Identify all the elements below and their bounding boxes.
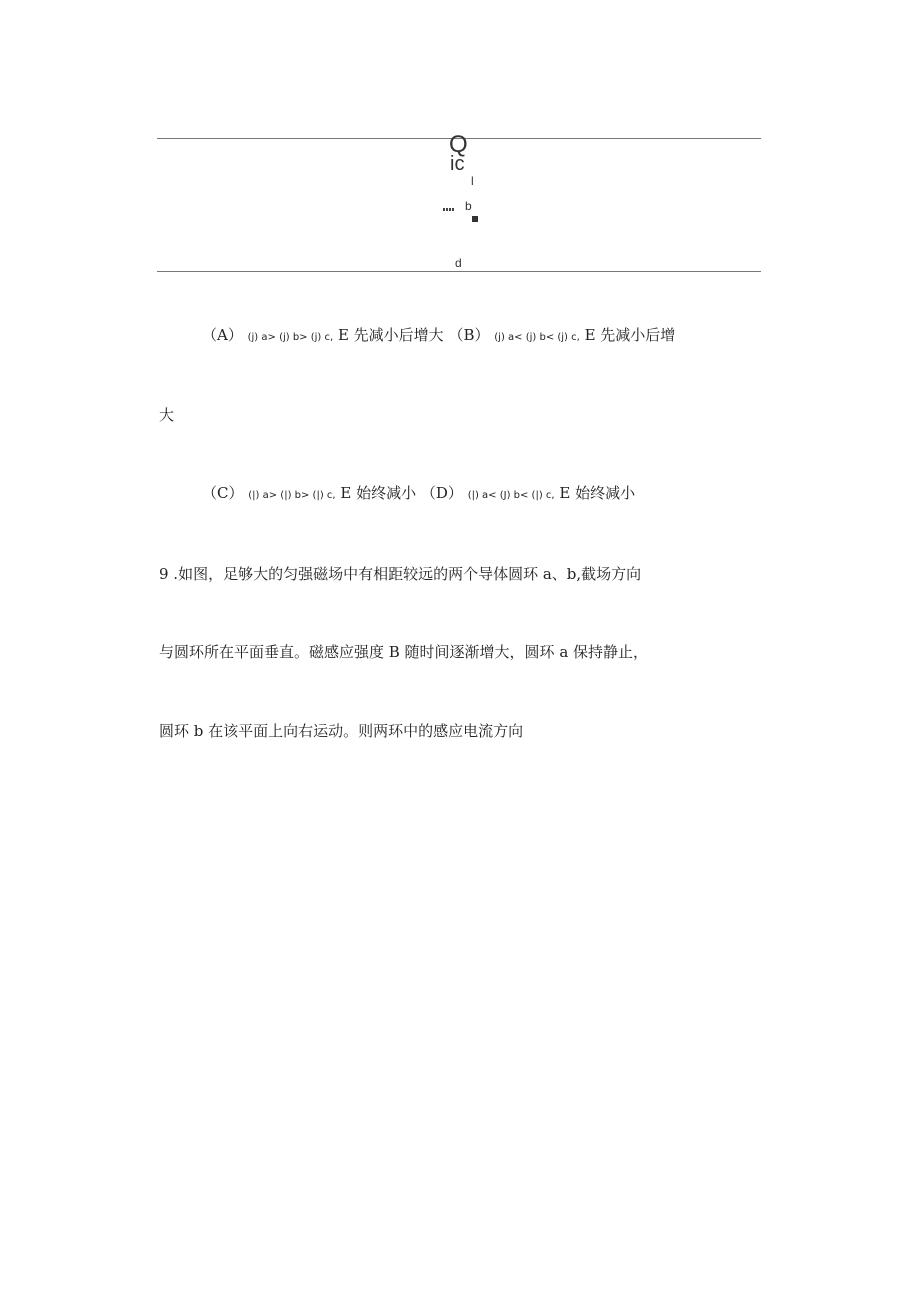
option-b-continuation: 大 [159, 406, 175, 424]
figure-label-d: d [455, 256, 462, 270]
figure-dots-icon [443, 208, 455, 211]
figure-label-ic: ic [450, 153, 465, 175]
option-a-label: （A） [202, 326, 243, 344]
option-line-cd [202, 482, 635, 503]
option-a-expr: (j) a> (j) b> (j) c, [247, 332, 334, 343]
option-c-label: （C） [202, 484, 244, 502]
option-b-expr: (j) a< (j) b< (j) c, [494, 332, 580, 343]
option-a-text: E 先减小后增大 [337, 326, 444, 344]
option-line-ab [202, 324, 675, 345]
figure-label-l: l [471, 174, 474, 188]
figure-bottom-rule [157, 271, 761, 272]
option-d-text: E 始终减小 [559, 484, 636, 502]
option-c-text: E 始终减小 [340, 484, 417, 502]
option-d-expr: (|) a< (J) b< (|) c, [467, 490, 555, 501]
question9-line2: 与圆环所在平面垂直。磁感应强度 B 随时间逐渐增大，圆环 a 保持静止， [159, 643, 649, 661]
question9-line3: 圆环 b 在该平面上向右运动。则两环中的感应电流方向 [159, 722, 524, 740]
option-d-label: （D） [420, 484, 463, 502]
figure-label-b: b [465, 199, 472, 213]
figure-square-icon [472, 216, 478, 222]
option-b-text: E 先减小后增 [584, 326, 676, 344]
question9-line1: 9 .如图，足够大的匀强磁场中有相距较远的两个导体圆环 a、b,截场方向 [159, 565, 642, 583]
figure-label-q: Q [449, 131, 468, 158]
option-b-label: （B） [448, 326, 490, 344]
option-c-expr: (|) a> (|) b> (|) c, [248, 490, 336, 501]
